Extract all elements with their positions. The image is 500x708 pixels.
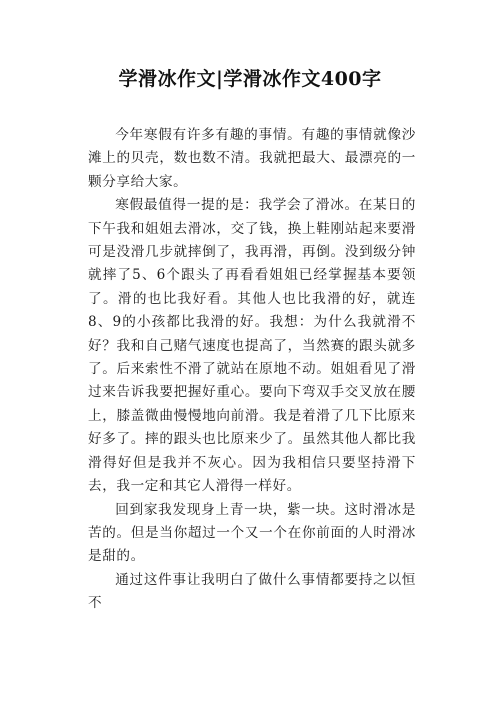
paragraph-1: 今年寒假有许多有趣的事情。有趣的事情就像沙滩上的贝壳，数也数不清。我就把最大、最漂亮的一颗分享给大家。 xyxy=(88,127,416,190)
paragraph-2: 寒假最值得一提的是：我学会了滑冰。在某日的下午我和姐姐去滑冰，交了钱，换上鞋刚站起来要滑可是没滑几步就摔倒了，我再滑，再倒。没到级分钟就摔了5、6个跟头了再看看姐姐已经掌握基本要领了。滑的也比我好看。其他人也比我滑的好，就连8、9的小孩都比我滑的好。我想：为什么我就滑不好？我和自己赌气速度也提高了，当然赛的跟头就多了。后来索性不滑了就站在原地不动。姐姐看见了滑过来告诉我要把握好重心。要向下弯双手交叉放在腰上，膝盖微曲慢慢地向前滑。我是着滑了几下比原来好多了。摔的跟头也比原来少了。虽然其他人都比我滑得好但是我并不灰心。因为我相信只要坚持滑下去，我一定和其它人滑得一样好。 xyxy=(88,197,416,495)
paragraph-3: 回到家我发现身上青一块，紫一块。这时滑冰是苦的。但是当你超过一个又一个在你前面的人时滑冰是甜的。 xyxy=(88,501,416,565)
paragraph-4: 通过这件事让我明白了做什么事情都要持之以恒不 xyxy=(88,571,416,612)
article-body xyxy=(88,124,416,616)
page-title: 学滑冰作文|学滑冰作文400字 xyxy=(118,68,382,90)
